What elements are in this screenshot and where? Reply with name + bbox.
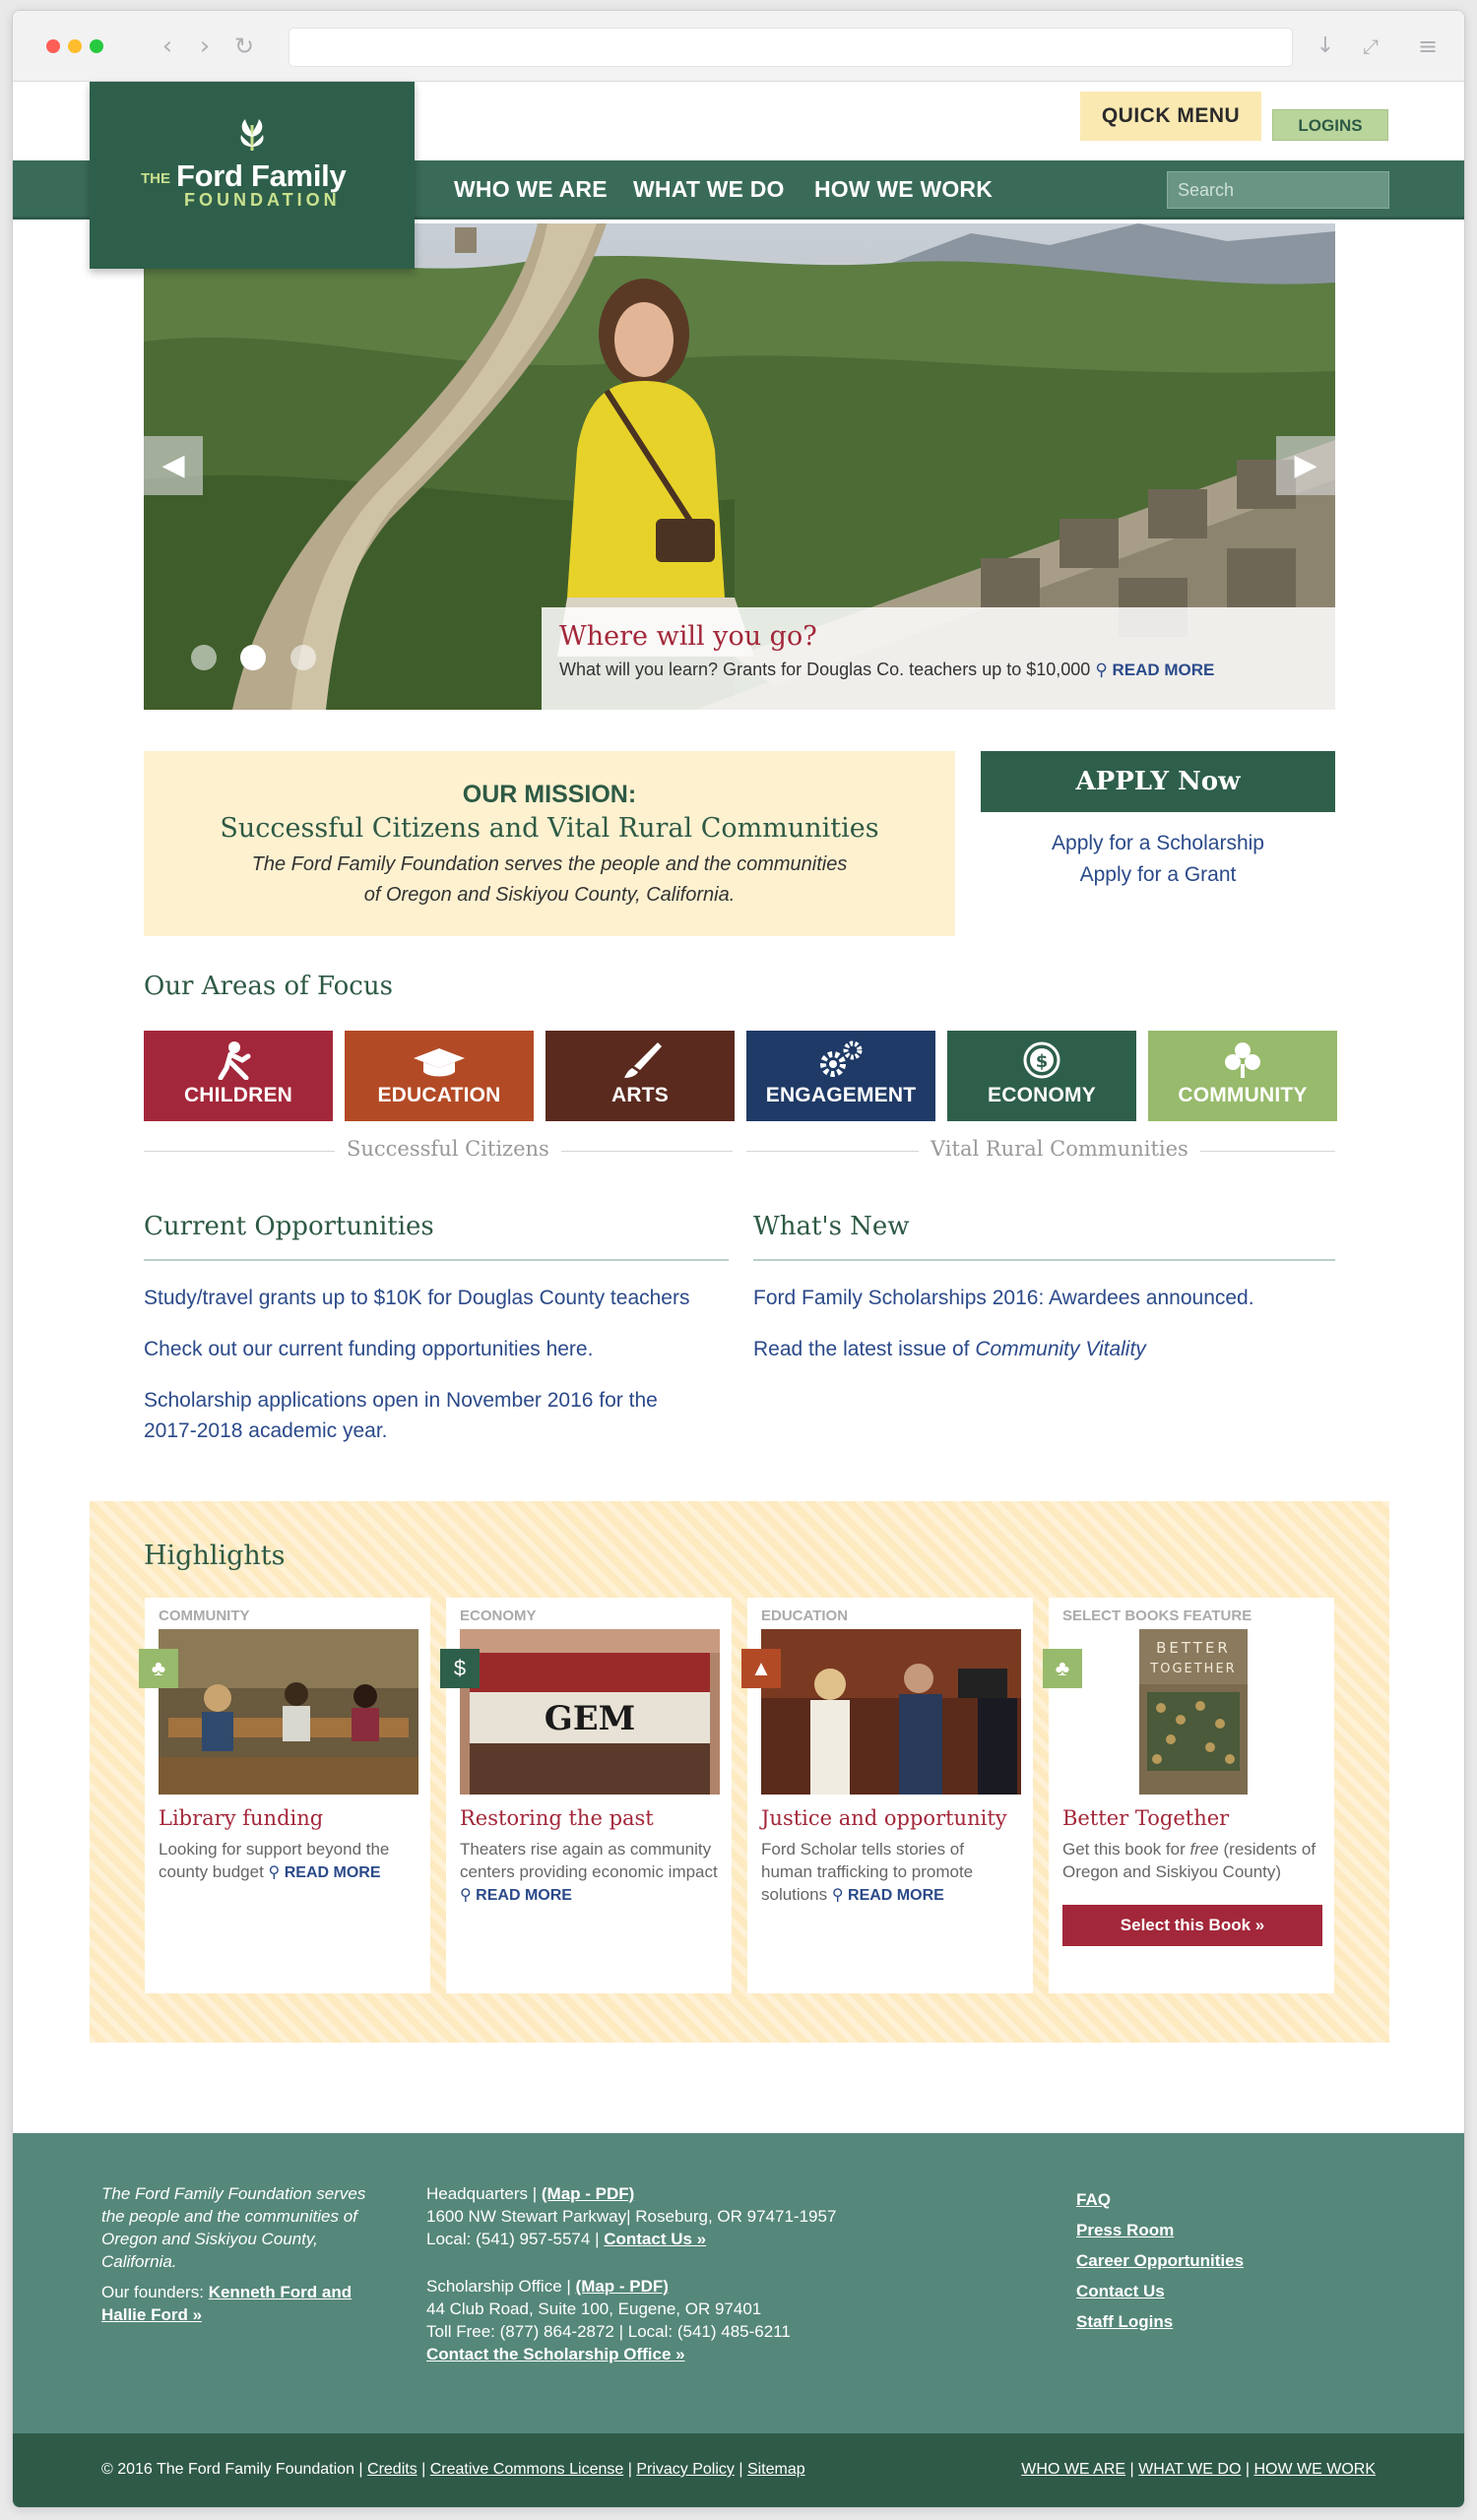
hero-title: Where will you go? xyxy=(559,621,817,652)
logo-name: Ford Family xyxy=(176,158,347,193)
footer-nav-who-we-are[interactable]: WHO WE ARE xyxy=(1021,2461,1126,2478)
news-link-2-text: Read the latest issue of xyxy=(753,1338,970,1360)
highlight-card-theater[interactable] xyxy=(446,1598,732,1993)
footer-founders xyxy=(101,2281,397,2326)
focus-tile-economy[interactable] xyxy=(947,1031,1136,1121)
card-read-more-link[interactable]: ⚲ READ MORE xyxy=(460,1887,572,1904)
menu-icon[interactable]: ≡ xyxy=(1417,32,1439,60)
minimize-window-button[interactable] xyxy=(68,39,82,53)
search-icon: ⚲ xyxy=(1095,661,1108,679)
nav-what-we-do[interactable]: WHAT WE DO xyxy=(633,176,785,202)
card-read-more-label: READ MORE xyxy=(284,1864,381,1881)
so-address: 44 Club Road, Suite 100, Eugene, OR 97401 xyxy=(426,2300,762,2318)
close-window-button[interactable] xyxy=(46,39,60,53)
footer-links xyxy=(1076,2184,1244,2337)
browser-toolbar xyxy=(13,11,1464,82)
mission-box xyxy=(144,751,955,936)
logins-button[interactable]: LOGINS xyxy=(1272,109,1388,141)
card-image-library xyxy=(159,1629,418,1795)
focus-tile-engagement[interactable] xyxy=(746,1031,935,1121)
opportunity-link-3-line-1: Scholarship applications open in November 2016 for the xyxy=(144,1389,658,1412)
footer-bottom-bar xyxy=(13,2433,1465,2508)
privacy-link[interactable]: Privacy Policy xyxy=(636,2461,735,2478)
slider-dot-3[interactable] xyxy=(290,645,316,670)
fullscreen-icon[interactable]: ⤢ xyxy=(1363,34,1379,58)
apply-now-button[interactable]: APPLY Now xyxy=(981,751,1335,812)
card-image-justice xyxy=(761,1629,1021,1795)
card-read-more-label: READ MORE xyxy=(476,1887,572,1904)
footer-copyright-row: © 2016 The Ford Family Foundation | Credits | Creative Commons License | Privacy Policy | Sitemap xyxy=(101,2461,805,2478)
so-map-link[interactable]: (Map - PDF) xyxy=(575,2277,669,2296)
address-bar[interactable] xyxy=(289,28,1293,67)
mission-body-line-2: of Oregon and Siskiyou County, California. xyxy=(363,884,736,906)
divider xyxy=(144,1259,729,1261)
card-description xyxy=(159,1838,417,1884)
card-description-text: Theaters rise again as community centers providing economic impact xyxy=(460,1840,718,1881)
slider-dot-1[interactable] xyxy=(191,645,217,670)
highlight-card-book[interactable] xyxy=(1049,1598,1334,1993)
search-input[interactable]: Search xyxy=(1167,171,1389,209)
opportunity-link-2[interactable]: Check out our current funding opportunities here. xyxy=(144,1338,594,1360)
footer-link-contact[interactable]: Contact Us xyxy=(1076,2282,1165,2300)
hq-contact-link[interactable]: Contact Us » xyxy=(604,2230,707,2248)
mission-body-line-1: The Ford Family Foundation serves the people and the communities xyxy=(251,853,848,875)
focus-tile-education[interactable] xyxy=(345,1031,534,1121)
paintbrush-icon xyxy=(546,1040,735,1080)
news-link-1[interactable]: Ford Family Scholarships 2016: Awardees announced. xyxy=(753,1287,1254,1309)
maximize-window-button[interactable] xyxy=(90,39,103,53)
apply-scholarship-link[interactable]: Apply for a Scholarship xyxy=(1052,832,1264,854)
hero-slider xyxy=(144,223,1335,710)
focus-tile-label: CHILDREN xyxy=(183,1084,293,1106)
footer-about: The Ford Family Foundation serves the people and the communities of Oregon and Siskiyou County, California. xyxy=(101,2184,366,2271)
clover-icon xyxy=(1148,1040,1337,1080)
opportunity-link-3[interactable] xyxy=(144,1385,658,1446)
dollar-icon: $ xyxy=(440,1649,480,1688)
card-description xyxy=(460,1838,718,1907)
footer-link-staff-logins[interactable]: Staff Logins xyxy=(1076,2312,1174,2331)
group-label-successful-citizens: Successful Citizens xyxy=(335,1137,561,1161)
card-description-text: Looking for support beyond the county budget xyxy=(159,1840,390,1881)
footer-founders-label: Our founders: xyxy=(101,2283,204,2301)
card-category: COMMUNITY xyxy=(159,1607,250,1624)
opportunity-link-1[interactable]: Study/travel grants up to $10K for Douglas County teachers xyxy=(144,1287,690,1309)
card-title: Better Together xyxy=(1062,1806,1230,1830)
focus-title: Our Areas of Focus xyxy=(144,972,393,1001)
hq-label: Headquarters | xyxy=(426,2184,538,2203)
card-read-more-link[interactable]: ⚲ READ MORE xyxy=(831,1887,944,1904)
card-category: EDUCATION xyxy=(761,1607,849,1624)
credits-link[interactable]: Credits xyxy=(367,2461,417,2478)
download-icon[interactable]: ↓ xyxy=(1316,33,1335,58)
theater-sign-text: GEM xyxy=(544,1699,636,1738)
focus-tile-label: ECONOMY xyxy=(988,1084,1096,1106)
graduation-cap-icon: ▲ xyxy=(741,1649,781,1688)
founders-link[interactable]: Kenneth Ford and Hallie Ford » xyxy=(101,2283,353,2324)
card-description-text: (residents of Oregon and Siskiyou County) xyxy=(1062,1840,1316,1881)
focus-tile-community[interactable] xyxy=(1148,1031,1337,1121)
news-link-2-publication: Community Vitality xyxy=(975,1338,1146,1360)
so-label: Scholarship Office | xyxy=(426,2277,571,2296)
hq-phone: Local: (541) 957-5574 | xyxy=(426,2230,600,2248)
mission-heading: OUR MISSION: xyxy=(462,781,637,808)
hq-map-link[interactable]: (Map - PDF) xyxy=(541,2184,635,2203)
divider xyxy=(753,1259,1335,1261)
footer-nav: WHO WE ARE | WHAT WE DO | HOW WE WORK xyxy=(1021,2461,1376,2478)
mission-body xyxy=(144,850,955,911)
so-phone: Toll Free: (877) 864-2872 | Local: (541) 485-6211 xyxy=(426,2322,791,2341)
card-category: SELECT BOOKS FEATURE xyxy=(1062,1607,1252,1624)
whats-new-title: What's New xyxy=(753,1212,910,1241)
logo-foundation: FOUNDATION xyxy=(184,190,341,210)
apply-grant-link[interactable]: Apply for a Grant xyxy=(1079,863,1237,886)
footer-nav-how-we-work[interactable]: HOW WE WORK xyxy=(1253,2461,1376,2478)
gears-icon xyxy=(746,1040,935,1080)
news-link-2[interactable] xyxy=(753,1334,1146,1364)
card-image-theater xyxy=(460,1629,720,1795)
svg-text:BETTER: BETTER xyxy=(1156,1639,1231,1657)
hero-read-more-label: READ MORE xyxy=(1112,661,1215,679)
nav-who-we-are[interactable]: WHO WE ARE xyxy=(454,176,608,202)
highlight-card-library[interactable] xyxy=(145,1598,430,1993)
browser-window xyxy=(12,10,1465,2508)
highlights-title: Highlights xyxy=(144,1541,286,1571)
hero-caption xyxy=(542,607,1335,710)
logo[interactable] xyxy=(90,82,415,269)
opportunities-title: Current Opportunities xyxy=(144,1212,434,1241)
svg-text:TOGETHER: TOGETHER xyxy=(1150,1662,1237,1676)
slider-next-button[interactable]: ▶ xyxy=(1276,436,1335,495)
select-book-button[interactable]: Select this Book » xyxy=(1062,1905,1322,1946)
card-title: Justice and opportunity xyxy=(761,1806,1007,1830)
footer xyxy=(13,2133,1465,2433)
card-read-more-label: READ MORE xyxy=(848,1887,944,1904)
sitemap-link[interactable]: Sitemap xyxy=(746,2461,805,2478)
clover-icon: ♣ xyxy=(139,1649,178,1688)
footer-link-press-room[interactable]: Press Room xyxy=(1076,2221,1175,2239)
license-link[interactable]: Creative Commons License xyxy=(429,2461,624,2478)
focus-tile-label: COMMUNITY xyxy=(1178,1084,1308,1106)
card-title: Restoring the past xyxy=(460,1806,654,1830)
focus-tile-arts[interactable] xyxy=(546,1031,735,1121)
footer-link-faq[interactable]: FAQ xyxy=(1076,2190,1111,2209)
nav-how-we-work[interactable]: HOW WE WORK xyxy=(814,176,994,202)
card-category: ECONOMY xyxy=(460,1607,537,1624)
hero-text xyxy=(559,660,1317,680)
dollar-icon xyxy=(947,1040,1136,1080)
forward-icon[interactable]: › xyxy=(199,32,211,61)
opportunity-link-3-line-2: 2017-2018 academic year. xyxy=(144,1419,388,1442)
focus-tile-label: ENGAGEMENT xyxy=(765,1084,917,1106)
copyright-text: © 2016 The Ford Family Foundation | xyxy=(101,2461,363,2478)
quick-menu-button[interactable]: QUICK MENU xyxy=(1080,92,1261,141)
so-contact-link[interactable]: Contact the Scholarship Office » xyxy=(426,2345,685,2363)
focus-tile-label: EDUCATION xyxy=(377,1084,501,1106)
footer-scholarship-office xyxy=(426,2275,938,2365)
card-description xyxy=(1062,1838,1320,1883)
back-icon[interactable]: ‹ xyxy=(161,32,173,61)
clover-icon: ♣ xyxy=(1043,1649,1082,1688)
group-label-vital-rural-communities: Vital Rural Communities xyxy=(919,1137,1200,1161)
card-image-book xyxy=(1062,1629,1322,1795)
footer-hq xyxy=(426,2182,938,2250)
card-description-text: Get this book for xyxy=(1062,1840,1186,1858)
slider-dot-2[interactable] xyxy=(240,645,266,670)
highlights-section xyxy=(90,1501,1389,2043)
child-icon xyxy=(144,1040,333,1080)
footer-link-careers[interactable]: Career Opportunities xyxy=(1076,2251,1245,2270)
card-description-emphasis: free xyxy=(1189,1840,1219,1858)
hero-text-body: What will you learn? Grants for Douglas Co. teachers up to $10,000 xyxy=(559,660,1091,679)
slider-prev-button[interactable]: ◀ xyxy=(144,436,203,495)
card-description xyxy=(761,1838,1019,1907)
card-read-more-link[interactable]: ⚲ READ MORE xyxy=(268,1864,381,1881)
reload-icon[interactable]: ↻ xyxy=(233,32,255,60)
card-title: Library funding xyxy=(159,1806,324,1830)
leaf-icon xyxy=(235,117,269,153)
logo-the: THE xyxy=(141,170,170,187)
focus-tile-label: ARTS xyxy=(611,1084,669,1106)
graduation-cap-icon xyxy=(345,1040,534,1080)
focus-tile-children[interactable] xyxy=(144,1031,333,1121)
mission-subheading: Successful Citizens and Vital Rural Communities xyxy=(220,813,879,844)
svg-text:$: $ xyxy=(1035,1051,1049,1072)
highlight-card-justice[interactable] xyxy=(747,1598,1033,1993)
hq-address: 1600 NW Stewart Parkway| Roseburg, OR 97471-1957 xyxy=(426,2207,837,2226)
hero-read-more-link[interactable] xyxy=(1095,661,1214,679)
footer-nav-what-we-do[interactable]: WHAT WE DO xyxy=(1138,2461,1242,2478)
slider-dots xyxy=(191,645,336,675)
card-description-text: Ford Scholar tells stories of human trafficking to promote solutions xyxy=(761,1840,974,1904)
